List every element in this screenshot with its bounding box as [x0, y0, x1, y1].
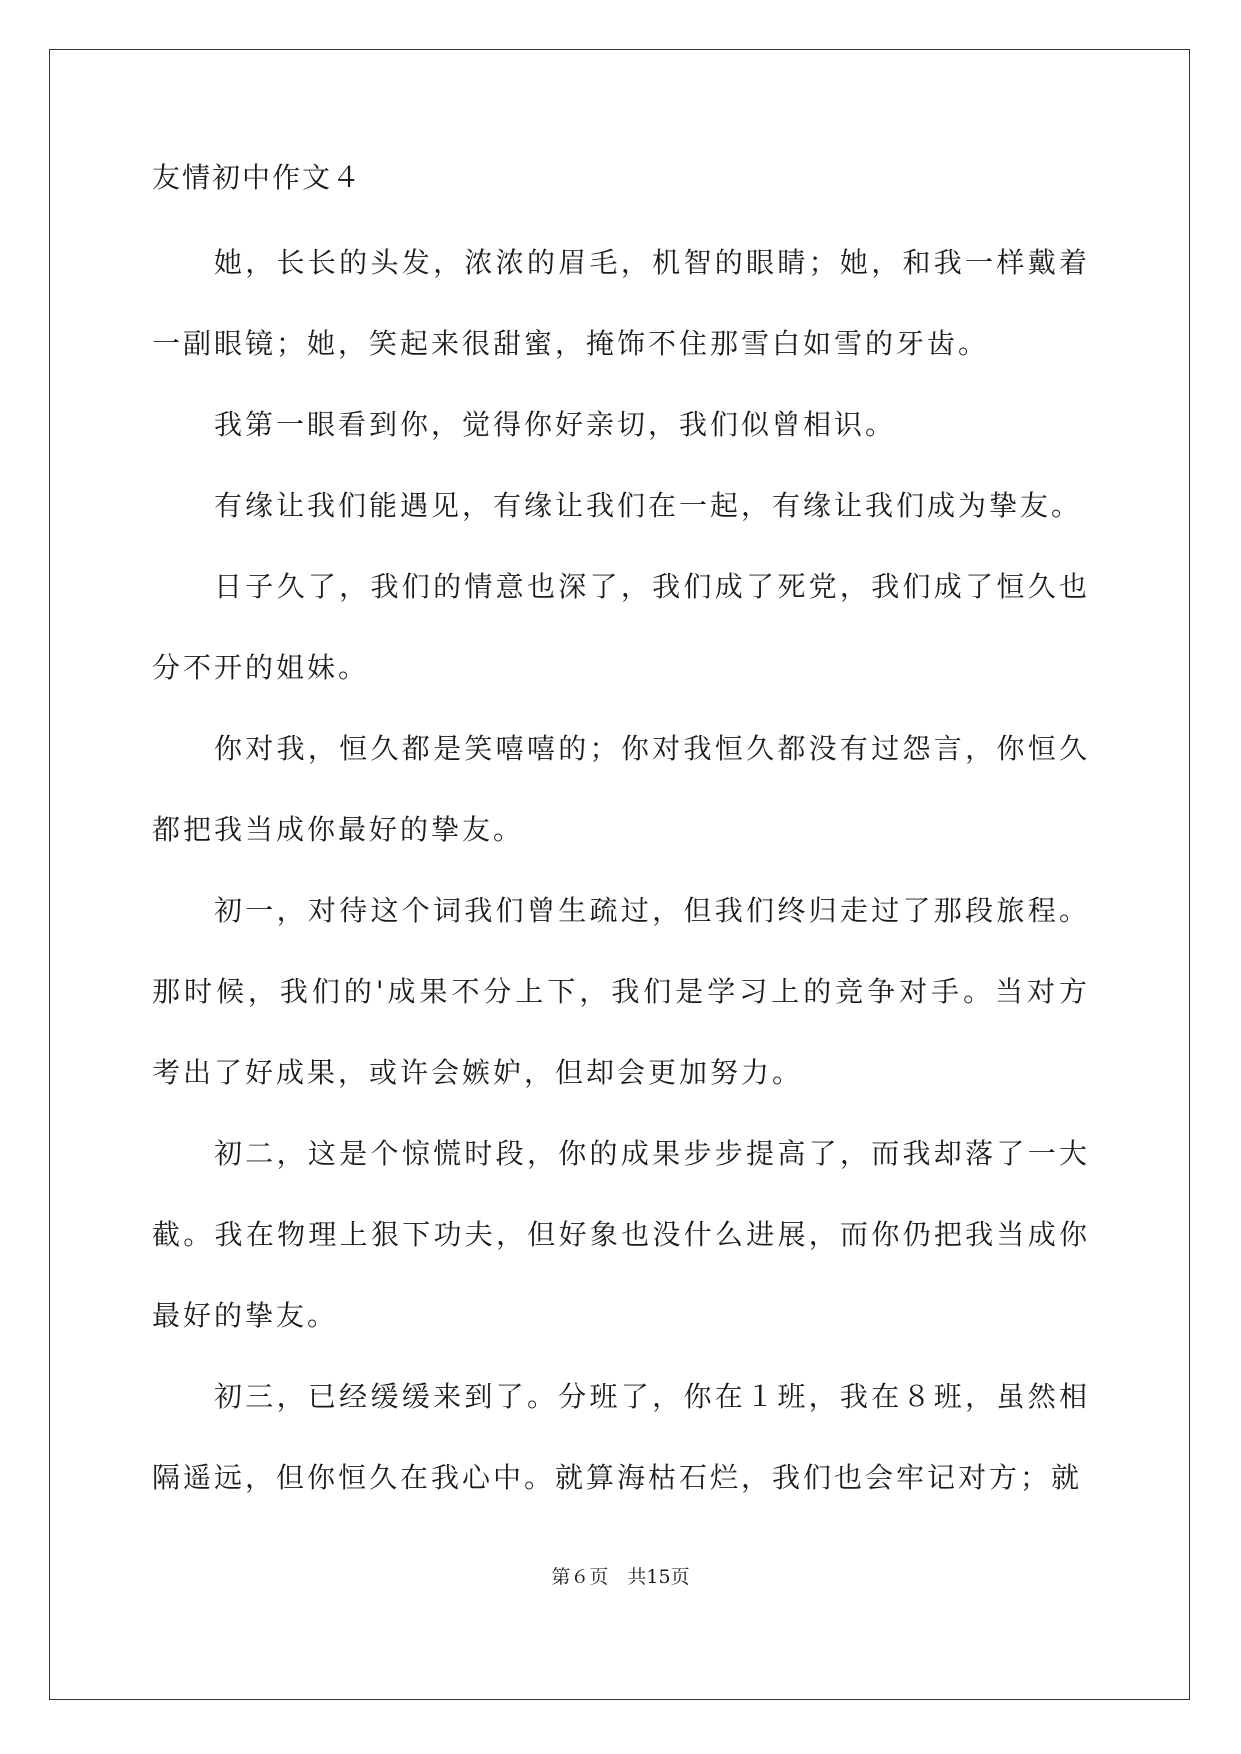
paragraph-5: 你对我，恒久都是笑嘻嘻的；你对我恒久都没有过怨言，你恒久都把我当成你最好的挚友。	[152, 732, 1090, 846]
page-number-footer: 第６页 共15页	[551, 1566, 690, 1588]
paragraph-1: 她，长长的头发，浓浓的眉毛，机智的眼睛；她，和我一样戴着一副眼镜；她，笑起来很甜蜜，掩饰不住那雪白如雪的牙齿。	[152, 246, 1090, 360]
paragraph-6: 初一，对待这个词我们曾生疏过，但我们终归走过了那段旅程。那时候，我们的'成果不分上下，我们是学习上的竞争对手。当对方考出了好成果，或许会嫉妒，但却会更加努力。	[152, 894, 1090, 1089]
paragraph-3: 有缘让我们能遇见，有缘让我们在一起，有缘让我们成为挚友。	[214, 489, 1083, 522]
paragraph-2: 我第一眼看到你，觉得你好亲切，我们似曾相识。	[214, 408, 897, 441]
document-title: 友情初中作文４	[152, 161, 363, 194]
document-body	[152, 160, 1090, 1518]
paragraph-7: 初二，这是个惊慌时段，你的成果步步提高了，而我却落了一大截。我在物理上狠下功夫，但好象也没什么进展，而你仍把我当成你最好的挚友。	[152, 1137, 1090, 1332]
paragraph-4: 日子久了，我们的情意也深了，我们成了死党，我们成了恒久也分不开的姐妹。	[152, 570, 1090, 684]
paragraph-8: 初三，已经缓缓来到了。分班了，你在１班，我在８班，虽然相隔遥远，但你恒久在我心中。就算海枯石烂，我们也会牢记对方；就	[152, 1380, 1090, 1494]
